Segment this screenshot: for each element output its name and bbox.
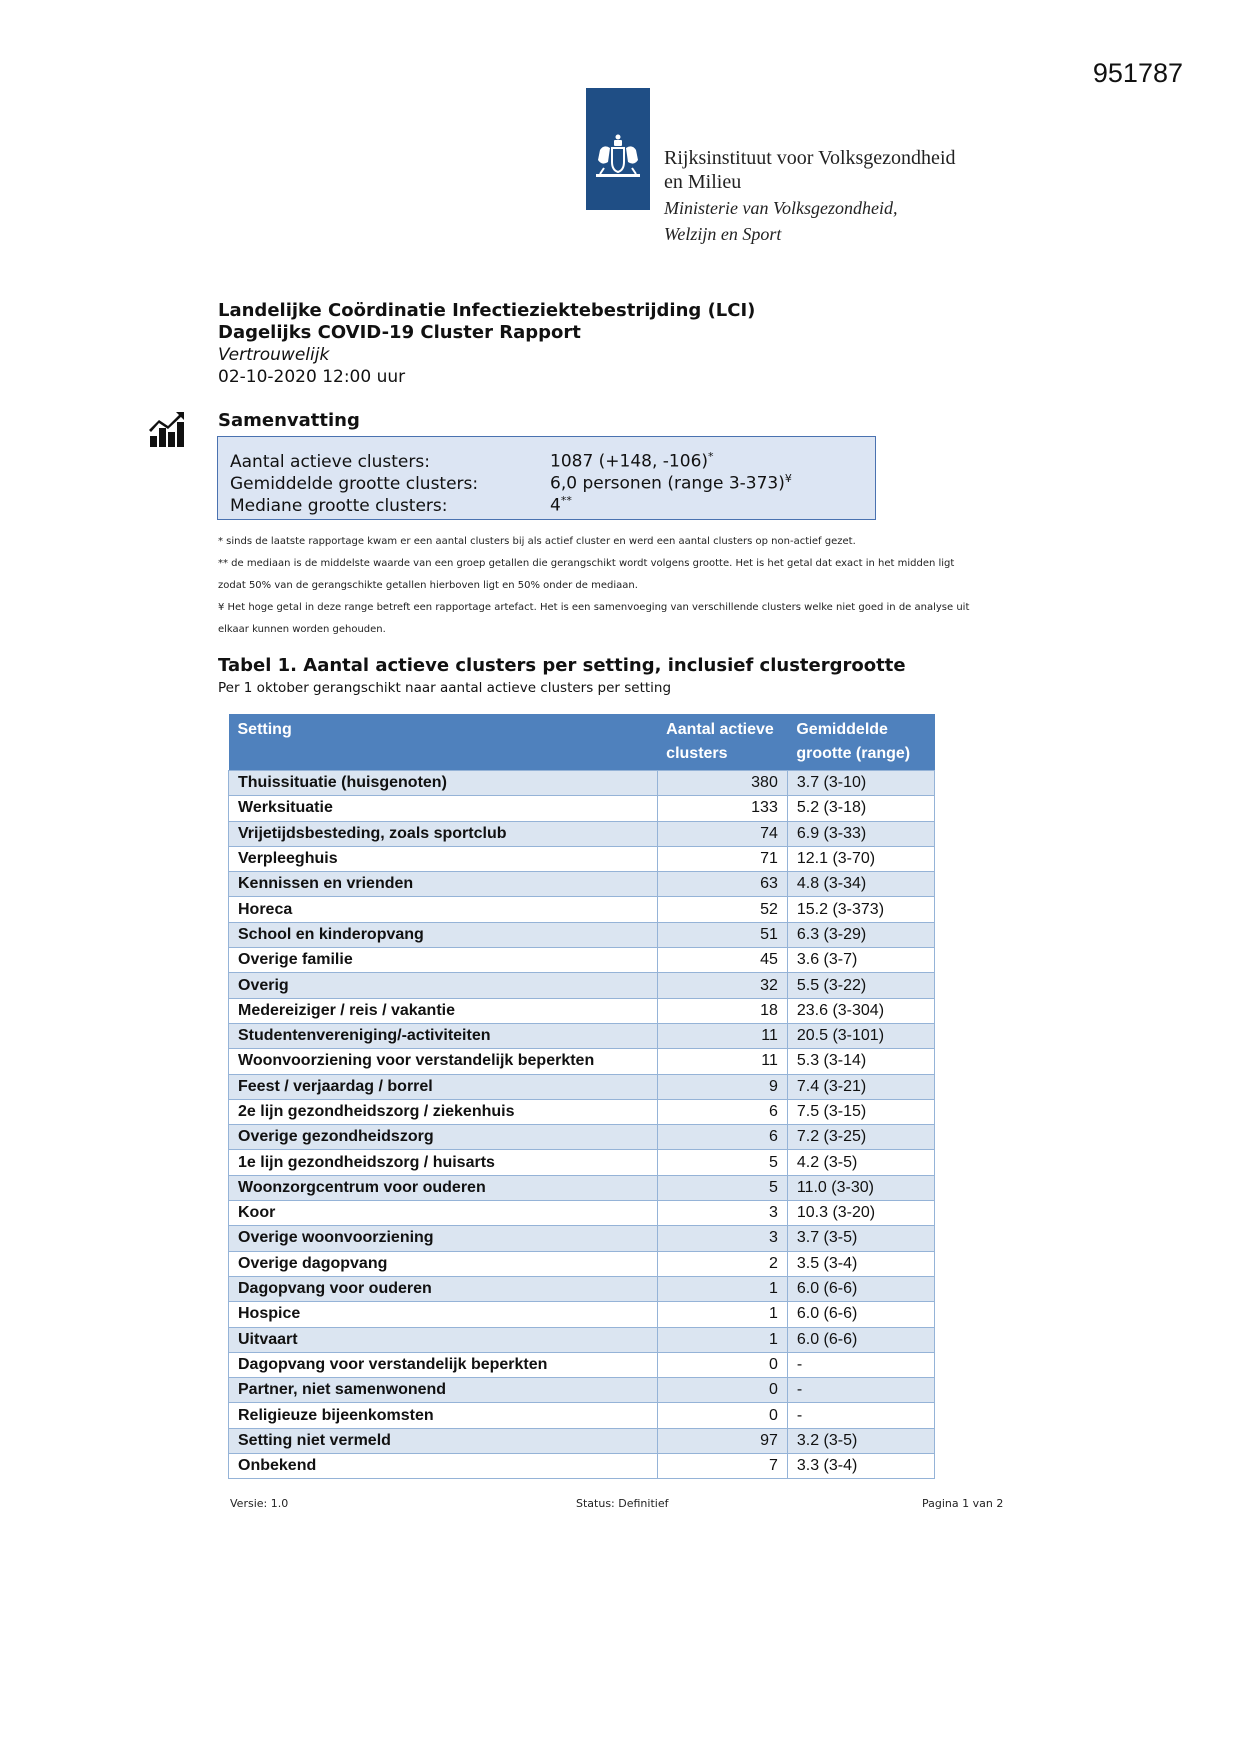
cell-count: 18 bbox=[657, 998, 787, 1023]
cell-count: 0 bbox=[657, 1403, 787, 1428]
cell-count: 2 bbox=[657, 1251, 787, 1276]
summary-box bbox=[217, 436, 876, 520]
table-row bbox=[229, 1023, 935, 1048]
cell-setting: Medereiziger / reis / vakantie bbox=[229, 998, 658, 1023]
summary-label: Gemiddelde grootte clusters: bbox=[230, 473, 479, 494]
footnote: zodat 50% van de gerangschikte getallen hierboven ligt en 50% onder de mediaan. bbox=[218, 580, 638, 591]
cell-size: 3.2 (3-5) bbox=[787, 1428, 934, 1453]
org-name-line1: Rijksinstituut voor Volksgezondheid bbox=[664, 147, 956, 169]
cell-size: 4.2 (3-5) bbox=[787, 1150, 934, 1175]
cell-size: - bbox=[787, 1403, 934, 1428]
document-id: 951787 bbox=[1092, 58, 1183, 88]
cell-size: 6.3 (3-29) bbox=[787, 922, 934, 947]
cell-count: 3 bbox=[657, 1226, 787, 1251]
summary-value: 4 bbox=[550, 495, 561, 516]
table-row bbox=[229, 821, 935, 846]
table-row bbox=[229, 872, 935, 897]
cell-setting: Uitvaart bbox=[229, 1327, 658, 1352]
cell-count: 71 bbox=[657, 846, 787, 871]
cell-size: 6.0 (6-6) bbox=[787, 1302, 934, 1327]
table-row bbox=[229, 1327, 935, 1352]
cell-setting: Koor bbox=[229, 1201, 658, 1226]
table-title: Tabel 1. Aantal actieve clusters per setting, inclusief clustergrootte bbox=[218, 655, 906, 676]
cell-size: 15.2 (3-373) bbox=[787, 897, 934, 922]
cell-count: 11 bbox=[657, 1023, 787, 1048]
footnote: ** de mediaan is de middelste waarde van een groep getallen die gerangschikt wordt volgens grootte. Het is het getal dat exact in het midden ligt bbox=[218, 558, 955, 569]
cell-setting: Overige gezondheidszorg bbox=[229, 1125, 658, 1150]
cell-count: 380 bbox=[657, 771, 787, 796]
table-row bbox=[229, 1049, 935, 1074]
table-row bbox=[229, 1403, 935, 1428]
cell-size: 12.1 (3-70) bbox=[787, 846, 934, 871]
chart-trend-icon bbox=[148, 410, 186, 448]
cell-count: 0 bbox=[657, 1378, 787, 1403]
cell-size: 3.7 (3-10) bbox=[787, 771, 934, 796]
cell-count: 1 bbox=[657, 1276, 787, 1301]
table-row bbox=[229, 1428, 935, 1453]
ministry-line2: Welzijn en Sport bbox=[664, 224, 782, 244]
footnote: ¥ Het hoge getal in deze range betreft een rapportage artefact. Het is een samenvoeging van verschillende clusters welke niet goed in de analyse uit bbox=[218, 602, 970, 613]
cell-size: 7.2 (3-25) bbox=[787, 1125, 934, 1150]
report-header bbox=[218, 300, 755, 388]
clusters-table bbox=[228, 714, 935, 1479]
header-count: Aantal actieve clusters bbox=[657, 714, 787, 771]
cell-size: 11.0 (3-30) bbox=[787, 1175, 934, 1200]
cell-count: 52 bbox=[657, 897, 787, 922]
cell-setting: Werksituatie bbox=[229, 796, 658, 821]
cell-count: 51 bbox=[657, 922, 787, 947]
footer-status: Status: Definitief bbox=[576, 1497, 669, 1510]
cell-count: 74 bbox=[657, 821, 787, 846]
table-row bbox=[229, 897, 935, 922]
table-row bbox=[229, 973, 935, 998]
footer-version: Versie: 1.0 bbox=[230, 1497, 289, 1510]
confidential-label: Vertrouwelijk bbox=[218, 345, 330, 365]
cell-count: 45 bbox=[657, 948, 787, 973]
ministry-line1: Ministerie van Volksgezondheid, bbox=[664, 198, 898, 218]
cell-setting: Feest / verjaardag / borrel bbox=[229, 1074, 658, 1099]
cell-count: 0 bbox=[657, 1352, 787, 1377]
cell-size: 7.5 (3-15) bbox=[787, 1099, 934, 1124]
summary-label: Aantal actieve clusters: bbox=[230, 451, 430, 472]
cell-setting: Onbekend bbox=[229, 1454, 658, 1479]
cell-setting: School en kinderopvang bbox=[229, 922, 658, 947]
footnotes bbox=[218, 531, 1038, 641]
cell-size: - bbox=[787, 1378, 934, 1403]
table-row bbox=[229, 1099, 935, 1124]
cell-size: 6.9 (3-33) bbox=[787, 821, 934, 846]
table-row bbox=[229, 1175, 935, 1200]
summary-value: 1087 (+148, -106) bbox=[550, 451, 709, 472]
cell-size: 5.5 (3-22) bbox=[787, 973, 934, 998]
cell-size: 5.3 (3-14) bbox=[787, 1049, 934, 1074]
table-subtitle: Per 1 oktober gerangschikt naar aantal actieve clusters per setting bbox=[218, 680, 672, 696]
report-title: Dagelijks COVID-19 Cluster Rapport bbox=[218, 322, 581, 343]
table-row bbox=[229, 1226, 935, 1251]
cell-size: 10.3 (3-20) bbox=[787, 1201, 934, 1226]
cell-count: 11 bbox=[657, 1049, 787, 1074]
cell-setting: Verpleeghuis bbox=[229, 846, 658, 871]
cell-size: 6.0 (6-6) bbox=[787, 1327, 934, 1352]
table-row bbox=[229, 1201, 935, 1226]
footnote: * sinds de laatste rapportage kwam er een aantal clusters bij als actief cluster en werd een aantal clusters op non-actief gezet. bbox=[218, 536, 856, 547]
table-row bbox=[229, 1150, 935, 1175]
cell-size: 6.0 (6-6) bbox=[787, 1276, 934, 1301]
summary-mark: ** bbox=[560, 494, 572, 507]
cell-setting: Woonvoorziening voor verstandelijk beperkten bbox=[229, 1049, 658, 1074]
cell-count: 9 bbox=[657, 1074, 787, 1099]
org-name-line2: en Milieu bbox=[664, 171, 742, 193]
cell-count: 63 bbox=[657, 872, 787, 897]
cell-size: 7.4 (3-21) bbox=[787, 1074, 934, 1099]
cell-setting: Overige woonvoorziening bbox=[229, 1226, 658, 1251]
table-row bbox=[229, 948, 935, 973]
cell-count: 3 bbox=[657, 1201, 787, 1226]
cell-setting: Overige familie bbox=[229, 948, 658, 973]
table-row bbox=[229, 796, 935, 821]
cell-count: 1 bbox=[657, 1302, 787, 1327]
summary-label: Mediane grootte clusters: bbox=[230, 495, 448, 516]
cell-setting: Vrijetijdsbesteding, zoals sportclub bbox=[229, 821, 658, 846]
cell-setting: Thuissituatie (huisgenoten) bbox=[229, 771, 658, 796]
table-header-row bbox=[229, 714, 935, 771]
cell-count: 133 bbox=[657, 796, 787, 821]
report-org-title: Landelijke Coördinatie Infectieziektebestrijding (LCI) bbox=[218, 300, 756, 321]
cell-size: 20.5 (3-101) bbox=[787, 1023, 934, 1048]
table-row bbox=[229, 771, 935, 796]
cell-setting: Hospice bbox=[229, 1302, 658, 1327]
footer-page: Pagina 1 van 2 bbox=[922, 1497, 1004, 1510]
cell-count: 97 bbox=[657, 1428, 787, 1453]
header-size: Gemiddelde grootte (range) bbox=[787, 714, 934, 771]
cell-size: 3.3 (3-4) bbox=[787, 1454, 934, 1479]
cell-setting: Religieuze bijeenkomsten bbox=[229, 1403, 658, 1428]
cell-setting: Dagopvang voor ouderen bbox=[229, 1276, 658, 1301]
cell-count: 6 bbox=[657, 1099, 787, 1124]
cell-count: 1 bbox=[657, 1327, 787, 1352]
table-row bbox=[229, 1302, 935, 1327]
cell-size: 3.5 (3-4) bbox=[787, 1251, 934, 1276]
cell-count: 5 bbox=[657, 1150, 787, 1175]
rijksoverheid-logo bbox=[586, 88, 650, 210]
cell-size: 23.6 (3-304) bbox=[787, 998, 934, 1023]
summary-value: 6,0 personen (range 3-373) bbox=[550, 473, 785, 494]
summary-row-median bbox=[230, 490, 572, 517]
table-row bbox=[229, 1378, 935, 1403]
table-row bbox=[229, 1074, 935, 1099]
cell-setting: 1e lijn gezondheidszorg / huisarts bbox=[229, 1150, 658, 1175]
logo-text bbox=[664, 146, 956, 246]
cell-setting: 2e lijn gezondheidszorg / ziekenhuis bbox=[229, 1099, 658, 1124]
table-row bbox=[229, 1276, 935, 1301]
cell-setting: Partner, niet samenwonend bbox=[229, 1378, 658, 1403]
cell-count: 32 bbox=[657, 973, 787, 998]
cell-setting: Overig bbox=[229, 973, 658, 998]
header-setting: Setting bbox=[229, 714, 658, 771]
table-row bbox=[229, 1454, 935, 1479]
table-row bbox=[229, 1125, 935, 1150]
cell-count: 5 bbox=[657, 1175, 787, 1200]
table-row bbox=[229, 922, 935, 947]
cell-size: 4.8 (3-34) bbox=[787, 872, 934, 897]
summary-mark: * bbox=[708, 450, 714, 463]
cell-count: 7 bbox=[657, 1454, 787, 1479]
footnote: elkaar kunnen worden gehouden. bbox=[218, 624, 386, 635]
cell-setting: Studentenvereniging/-activiteiten bbox=[229, 1023, 658, 1048]
cell-size: 5.2 (3-18) bbox=[787, 796, 934, 821]
cell-count: 6 bbox=[657, 1125, 787, 1150]
cell-setting: Setting niet vermeld bbox=[229, 1428, 658, 1453]
cell-setting: Horeca bbox=[229, 897, 658, 922]
cell-setting: Overige dagopvang bbox=[229, 1251, 658, 1276]
cell-setting: Kennissen en vrienden bbox=[229, 872, 658, 897]
table-row bbox=[229, 998, 935, 1023]
table-row bbox=[229, 846, 935, 871]
table-row bbox=[229, 1352, 935, 1377]
summary-title: Samenvatting bbox=[218, 410, 360, 431]
cell-size: 3.7 (3-5) bbox=[787, 1226, 934, 1251]
cell-setting: Woonzorgcentrum voor ouderen bbox=[229, 1175, 658, 1200]
cell-size: - bbox=[787, 1352, 934, 1377]
cell-size: 3.6 (3-7) bbox=[787, 948, 934, 973]
summary-mark: ¥ bbox=[784, 472, 792, 485]
table-row bbox=[229, 1251, 935, 1276]
table-body bbox=[229, 771, 935, 1479]
cell-setting: Dagopvang voor verstandelijk beperkten bbox=[229, 1352, 658, 1377]
crest-icon bbox=[586, 88, 650, 210]
report-datetime: 02-10-2020 12:00 uur bbox=[218, 367, 406, 387]
